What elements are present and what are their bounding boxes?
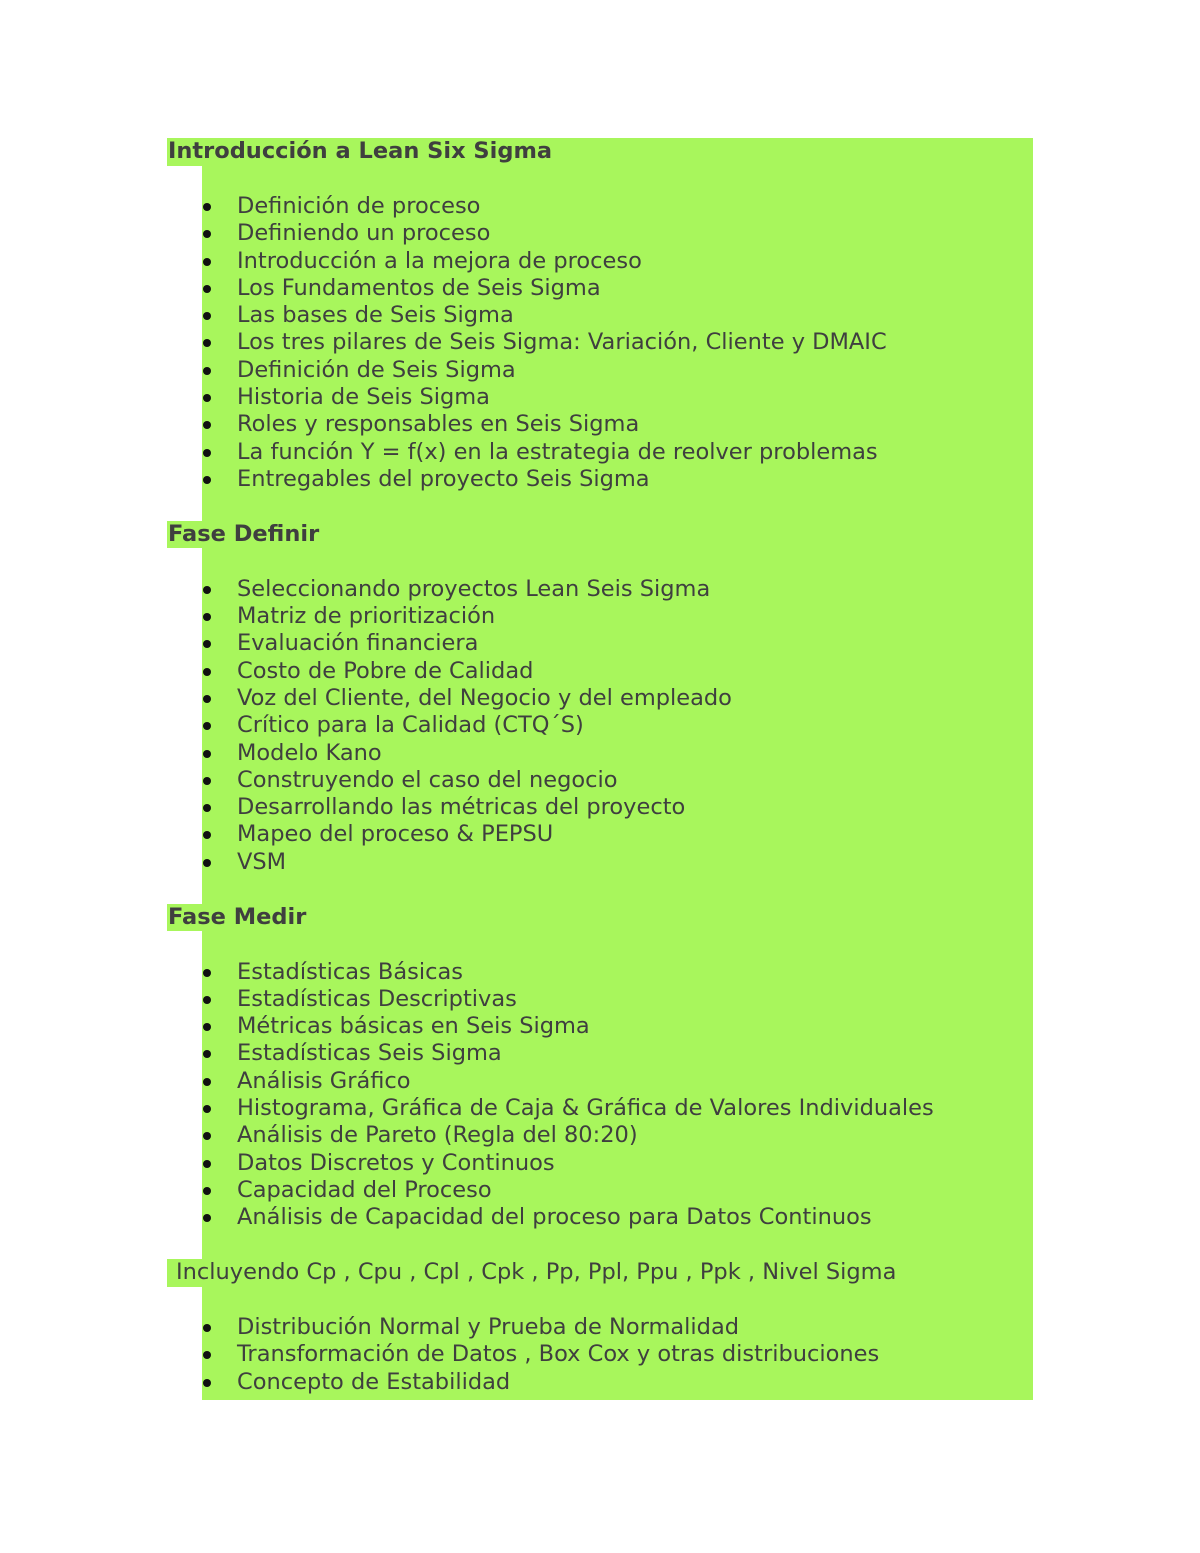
list-item: Voz del Cliente, del Negocio y del empleado bbox=[202, 685, 1033, 712]
bullet-icon bbox=[203, 449, 211, 457]
bullet-icon bbox=[203, 230, 211, 238]
bullet-icon bbox=[203, 1187, 211, 1195]
bullet-icon bbox=[203, 1214, 211, 1222]
list-item: Los tres pilares de Seis Sigma: Variación, Cliente y DMAIC bbox=[202, 329, 1033, 356]
bullet-icon bbox=[203, 640, 211, 648]
bullet-icon bbox=[203, 722, 211, 730]
bullet-icon bbox=[203, 695, 211, 703]
list-item: Las bases de Seis Sigma bbox=[202, 302, 1033, 329]
list-item: Evaluación financiera bbox=[202, 630, 1033, 657]
list-item: Análisis Gráfico bbox=[202, 1068, 1033, 1095]
list-item: Crítico para la Calidad (CTQ´S) bbox=[202, 712, 1033, 739]
bullet-icon bbox=[203, 831, 211, 839]
document-body bbox=[167, 138, 1033, 1400]
list-fase-definir bbox=[202, 548, 1033, 903]
list-item: Concepto de Estabilidad bbox=[202, 1369, 1033, 1396]
list-item: Datos Discretos y Continuos bbox=[202, 1150, 1033, 1177]
list-item: Análisis de Pareto (Regla del 80:20) bbox=[202, 1122, 1033, 1149]
capacity-indices-note: Incluyendo Cp , Cpu , Cpl , Cpk , Pp, Ppl, Ppu , Ppk , Nivel Sigma bbox=[167, 1259, 1033, 1287]
list-item: La función Y = f(x) en la estrategia de reolver problemas bbox=[202, 439, 1033, 466]
bullet-icon bbox=[203, 804, 211, 812]
list-item: Mapeo del proceso & PEPSU bbox=[202, 821, 1033, 848]
bullet-icon bbox=[203, 996, 211, 1004]
section-heading-fase-definir: Fase Definir bbox=[167, 521, 1033, 549]
list-item: Construyendo el caso del negocio bbox=[202, 767, 1033, 794]
bullet-icon bbox=[203, 1379, 211, 1387]
bullet-icon bbox=[203, 969, 211, 977]
list-item: Estadísticas Seis Sigma bbox=[202, 1040, 1033, 1067]
list-item: Desarrollando las métricas del proyecto bbox=[202, 794, 1033, 821]
bullet-icon bbox=[203, 1078, 211, 1086]
bullet-icon bbox=[203, 339, 211, 347]
bullet-icon bbox=[203, 1105, 211, 1113]
bullet-icon bbox=[203, 1324, 211, 1332]
list-item: Matriz de prioritización bbox=[202, 603, 1033, 630]
section-heading-introduccion: Introducción a Lean Six Sigma bbox=[167, 138, 1033, 166]
list-item: Introducción a la mejora de proceso bbox=[202, 248, 1033, 275]
bullet-icon bbox=[203, 1351, 211, 1359]
bullet-icon bbox=[203, 367, 211, 375]
list-introduccion bbox=[202, 166, 1033, 521]
bullet-icon bbox=[203, 586, 211, 594]
bullet-icon bbox=[203, 750, 211, 758]
bullet-icon bbox=[203, 394, 211, 402]
list-item: Capacidad del Proceso bbox=[202, 1177, 1033, 1204]
list-item: VSM bbox=[202, 849, 1033, 876]
list-item: Historia de Seis Sigma bbox=[202, 384, 1033, 411]
bullet-icon bbox=[203, 421, 211, 429]
bullet-icon bbox=[203, 203, 211, 211]
bullet-icon bbox=[203, 285, 211, 293]
list-item: Costo de Pobre de Calidad bbox=[202, 658, 1033, 685]
bullet-icon bbox=[203, 1132, 211, 1140]
bullet-icon bbox=[203, 258, 211, 266]
bullet-icon bbox=[203, 312, 211, 320]
list-item: Entregables del proyecto Seis Sigma bbox=[202, 466, 1033, 493]
bullet-icon bbox=[203, 859, 211, 867]
list-item: Métricas básicas en Seis Sigma bbox=[202, 1013, 1033, 1040]
list-item: Transformación de Datos , Box Cox y otras distribuciones bbox=[202, 1341, 1033, 1368]
list-item: Definiendo un proceso bbox=[202, 220, 1033, 247]
list-item: Definición de proceso bbox=[202, 193, 1033, 220]
list-final bbox=[202, 1287, 1033, 1400]
list-item: Seleccionando proyectos Lean Seis Sigma bbox=[202, 576, 1033, 603]
list-item: Los Fundamentos de Seis Sigma bbox=[202, 275, 1033, 302]
bullet-icon bbox=[203, 476, 211, 484]
bullet-icon bbox=[203, 777, 211, 785]
list-item: Distribución Normal y Prueba de Normalidad bbox=[202, 1314, 1033, 1341]
list-item: Análisis de Capacidad del proceso para Datos Continuos bbox=[202, 1204, 1033, 1231]
bullet-icon bbox=[203, 1050, 211, 1058]
list-item: Definición de Seis Sigma bbox=[202, 357, 1033, 384]
list-item: Histograma, Gráfica de Caja & Gráfica de Valores Individuales bbox=[202, 1095, 1033, 1122]
list-item: Estadísticas Básicas bbox=[202, 959, 1033, 986]
bullet-icon bbox=[203, 613, 211, 621]
list-item: Modelo Kano bbox=[202, 740, 1033, 767]
list-item: Roles y responsables en Seis Sigma bbox=[202, 411, 1033, 438]
bullet-icon bbox=[203, 1023, 211, 1031]
section-heading-fase-medir: Fase Medir bbox=[167, 904, 1033, 932]
bullet-icon bbox=[203, 668, 211, 676]
list-fase-medir bbox=[202, 931, 1033, 1259]
bullet-icon bbox=[203, 1160, 211, 1168]
list-item: Estadísticas Descriptivas bbox=[202, 986, 1033, 1013]
